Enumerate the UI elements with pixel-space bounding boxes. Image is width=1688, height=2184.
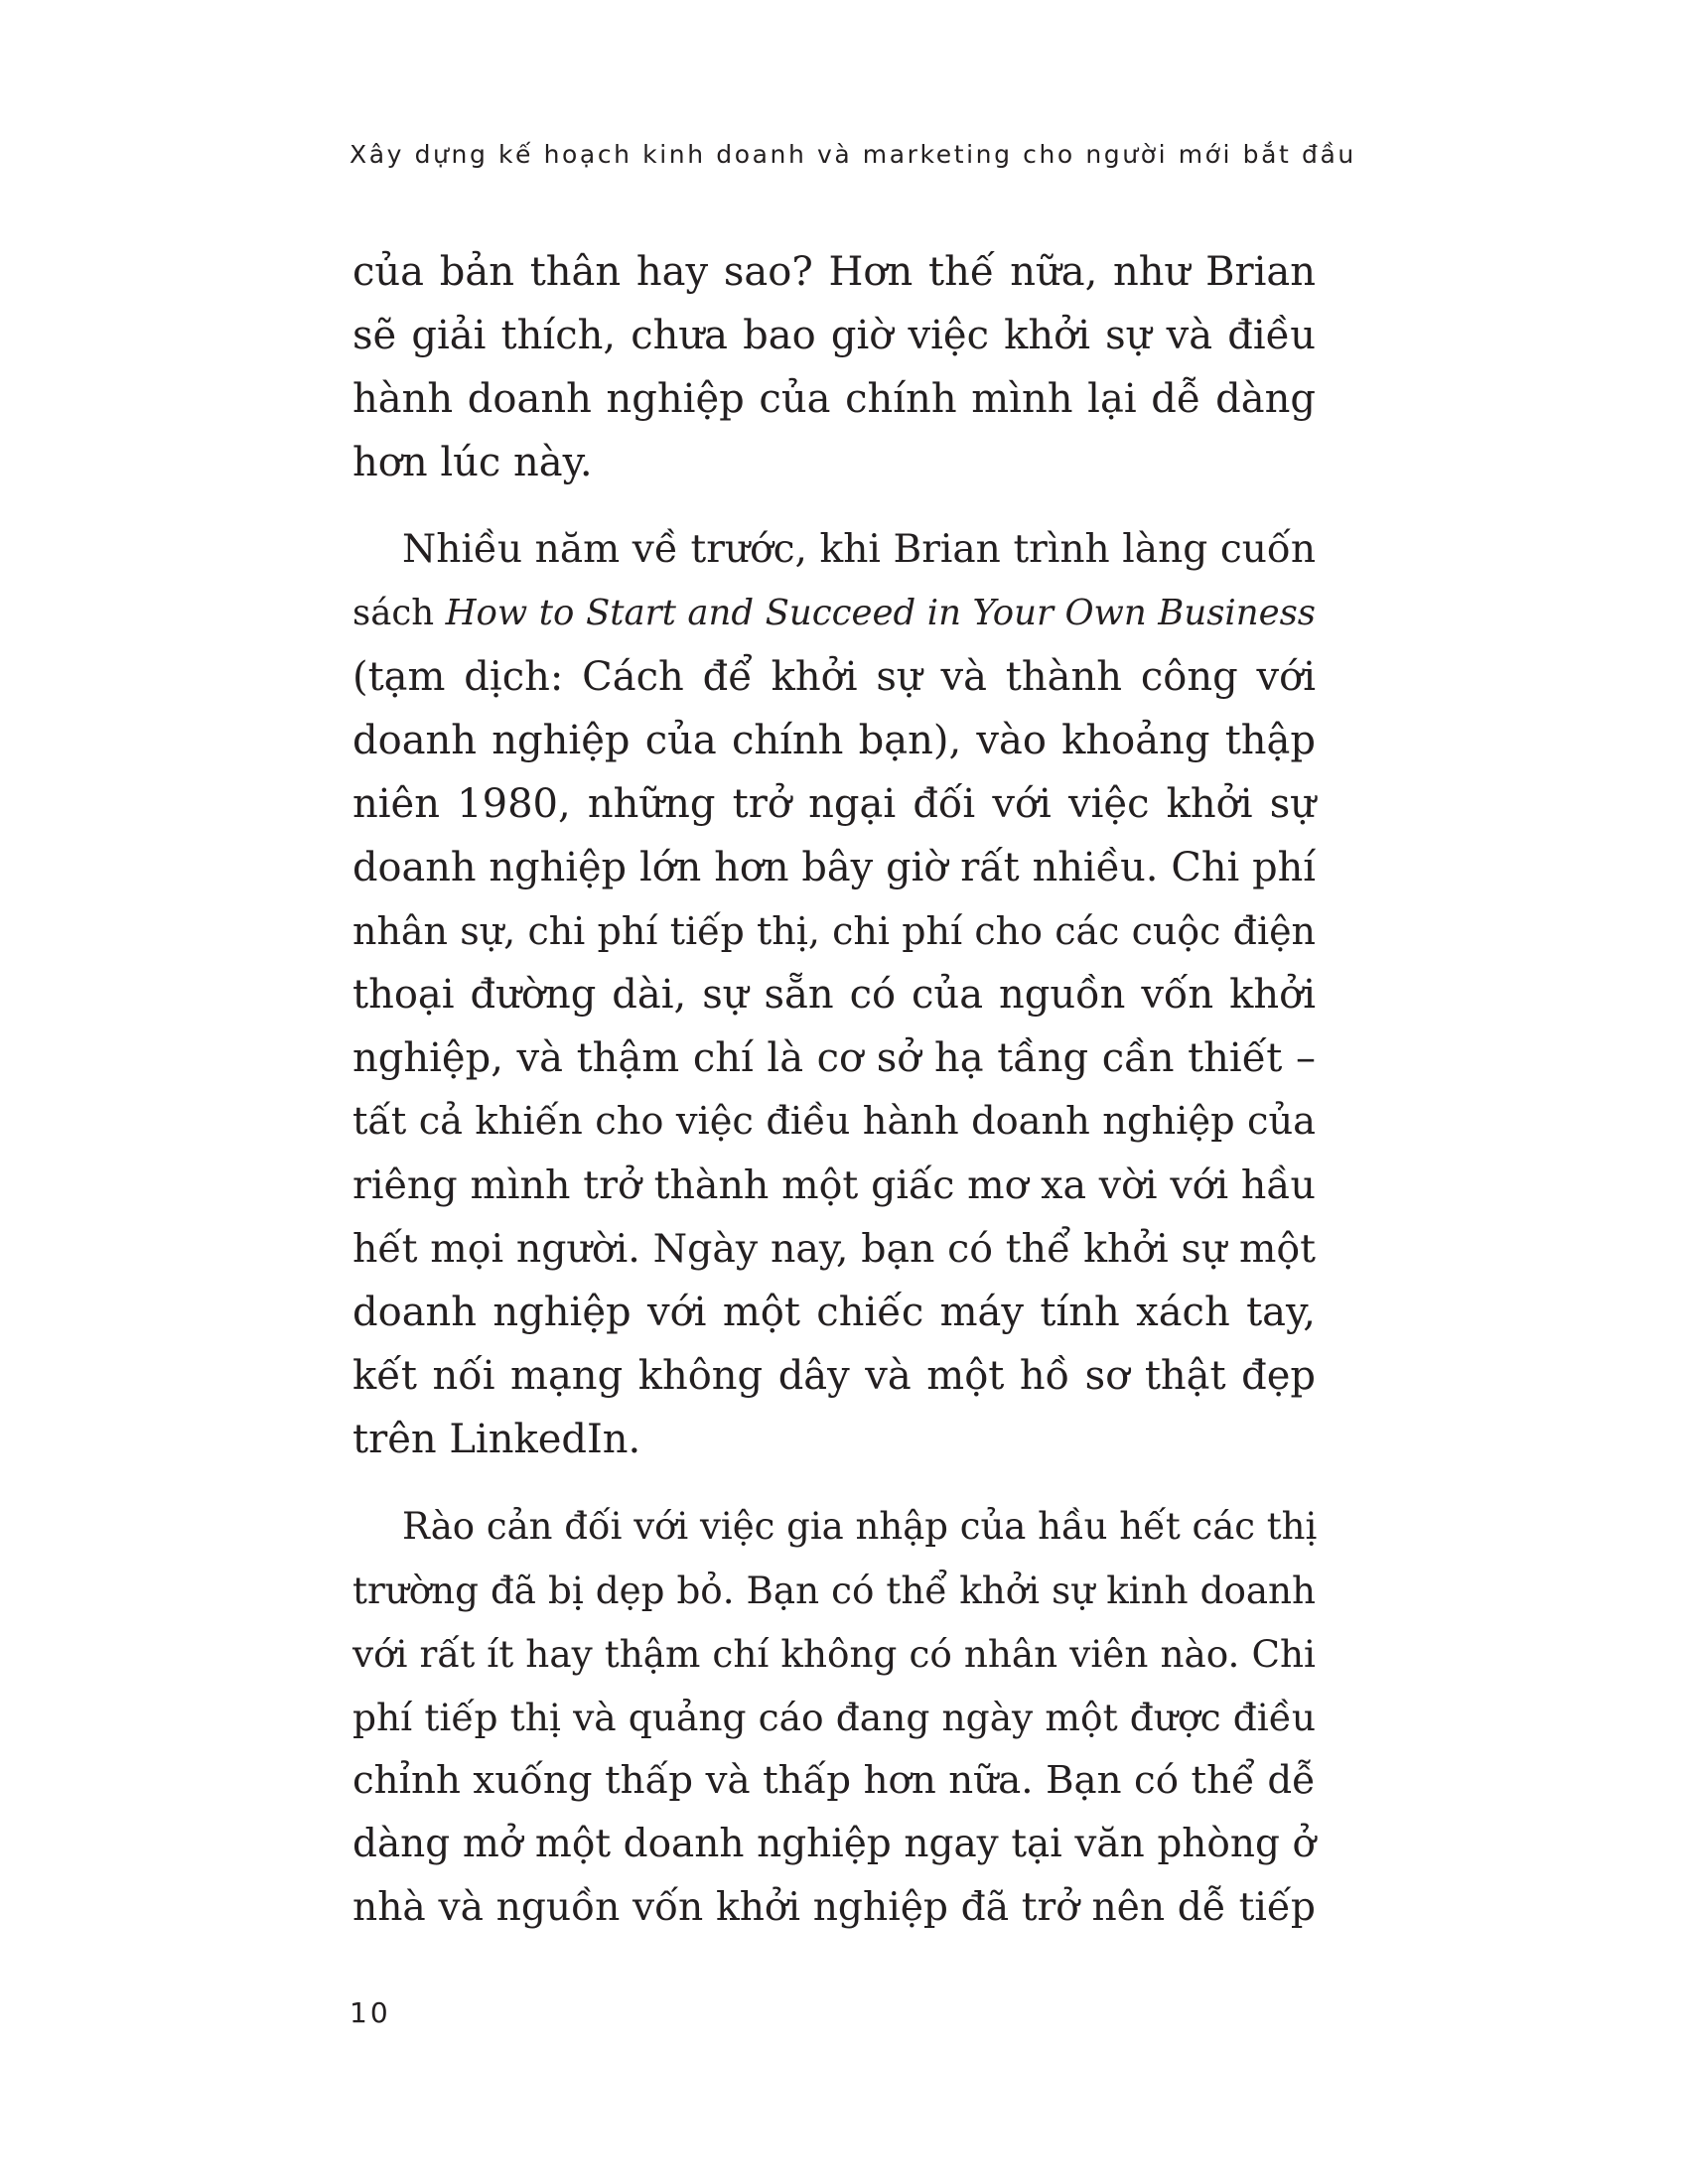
text-line: riêng mình trở thành một giấc mơ xa vời với hầu xyxy=(352,1162,1316,1208)
text-line: của bản thân hay sao? Hơn thế nữa, như Brian xyxy=(352,249,1316,295)
body-text xyxy=(352,240,1316,1940)
text-line: doanh nghiệp của chính bạn), vào khoảng thập xyxy=(352,718,1316,763)
paragraph-2 xyxy=(352,518,1316,1471)
text-line: chỉnh xuống thấp và thấp hơn nữa. Bạn có thể dễ xyxy=(352,1758,1316,1803)
text-line: niên 1980, những trở ngại đối với việc khởi sự xyxy=(352,781,1316,827)
text-line: sẽ giải thích, chưa bao giờ việc khởi sự và điều xyxy=(352,313,1316,358)
text-line: hành doanh nghiệp của chính mình lại dễ dàng xyxy=(352,376,1316,422)
running-header: Xây dựng kế hoạch kinh doanh và marketing cho người mới bắt đầu xyxy=(350,140,1356,169)
text-line: với rất ít hay thậm chí không có nhân viên nào. Chi xyxy=(352,1632,1316,1676)
paragraph-1 xyxy=(352,240,1316,494)
text-line: dàng mở một doanh nghiệp ngay tại văn phòng ở xyxy=(352,1822,1316,1866)
text-line: Rào cản đối với việc gia nhập của hầu hết các thị xyxy=(402,1505,1318,1548)
text-line: nhân sự, chi phí tiếp thị, chi phí cho các cuộc điện xyxy=(352,909,1316,953)
text-line: hơn lúc này. xyxy=(352,440,593,485)
text-line: thoại đường dài, sự sẵn có của nguồn vốn khởi xyxy=(352,972,1316,1018)
book-title: How to Start and Succeed in Your Own Business xyxy=(445,593,1316,633)
text-line: doanh nghiệp lớn hơn bây giờ rất nhiều. Chi phí xyxy=(352,845,1316,890)
text-line-with-book-title xyxy=(352,582,1316,645)
text-line: doanh nghiệp với một chiếc máy tính xách tay, xyxy=(352,1290,1316,1335)
text-line: kết nối mạng không dây và một hồ sơ thật đẹp xyxy=(352,1353,1316,1399)
paragraph-3 xyxy=(352,1495,1316,1940)
text-line: hết mọi người. Ngày nay, bạn có thể khởi sự một xyxy=(352,1226,1316,1272)
text-line: tất cả khiến cho việc điều hành doanh nghiệp của xyxy=(352,1099,1316,1144)
text-line: (tạm dịch: Cách để khởi sự và thành công với xyxy=(352,654,1316,700)
text-line: nghiệp, và thậm chí là cơ sở hạ tầng cần thiết – xyxy=(352,1035,1316,1081)
text-line: trường đã bị dẹp bỏ. Bạn có thể khởi sự kinh doanh xyxy=(352,1569,1316,1612)
text-line: nhà và nguồn vốn khởi nghiệp đã trở nên dễ tiếp xyxy=(352,1885,1316,1930)
text-fragment: sách xyxy=(352,593,446,633)
text-line: phí tiếp thị và quảng cáo đang ngày một được điều xyxy=(352,1696,1316,1739)
page-number: 10 xyxy=(350,1996,391,2029)
text-line: trên LinkedIn. xyxy=(352,1417,641,1462)
text-line: Nhiều năm về trước, khi Brian trình làng cuốn xyxy=(402,527,1316,572)
